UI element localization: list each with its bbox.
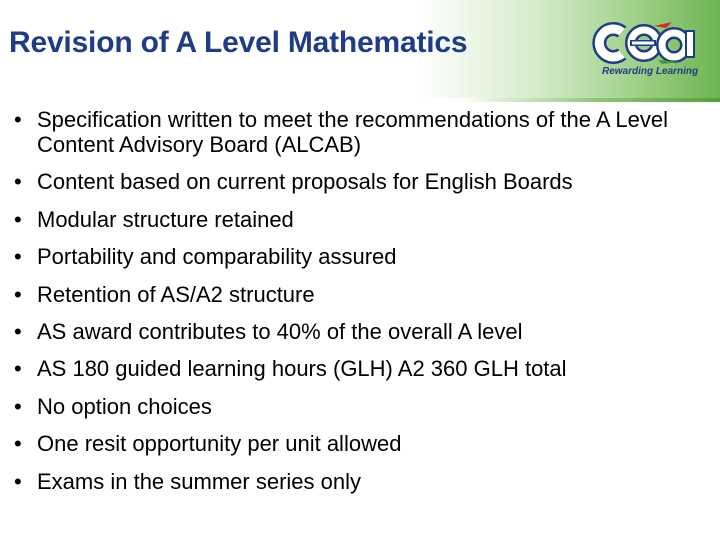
- cea-logo: [592, 20, 702, 82]
- bullet-item: [14, 394, 710, 419]
- bullet-dot-icon: •: [14, 431, 22, 457]
- cea-logo-mark: [592, 20, 702, 66]
- bullet-item: [14, 431, 710, 456]
- bullet-text: Exams in the summer series only: [37, 468, 361, 494]
- bullet-item: [14, 319, 710, 344]
- bullet-text: Portability and comparability assured: [37, 244, 397, 270]
- bullet-dot-icon: •: [14, 356, 22, 382]
- bullet-text: AS award contributes to 40% of the overall A level: [37, 318, 523, 344]
- bullet-dot-icon: •: [14, 244, 22, 270]
- bullet-dot-icon: •: [14, 318, 22, 344]
- bullet-text: No option choices: [37, 393, 212, 419]
- bullet-text: Modular structure retained: [37, 206, 294, 232]
- bullet-dot-icon: •: [14, 169, 22, 195]
- bullet-text: AS 180 guided learning hours (GLH) A2 360 GLH total: [37, 356, 567, 382]
- bullet-text: One resit opportunity per unit allowed: [37, 431, 402, 457]
- bullet-text: Content based on current proposals for English Boards: [37, 169, 573, 195]
- bullet-dot-icon: •: [14, 206, 22, 232]
- bullet-item: [14, 282, 710, 307]
- slide-title: Revision of A Level Mathematics: [9, 26, 468, 59]
- bullet-item: [14, 169, 710, 194]
- bullet-dot-icon: •: [14, 107, 22, 132]
- bullet-dot-icon: •: [14, 281, 22, 307]
- bullet-text: Retention of AS/A2 structure: [37, 281, 315, 307]
- bullet-item: [14, 469, 710, 494]
- header-divider: [0, 98, 720, 102]
- bullet-item: [14, 356, 710, 381]
- bullet-item: [14, 244, 710, 269]
- bullet-item: [14, 107, 710, 157]
- logo-tagline: Rewarding Learning: [602, 66, 699, 77]
- bullet-dot-icon: •: [14, 468, 22, 494]
- bullet-item: [14, 207, 710, 232]
- bullet-text: Specification written to meet the recommendations of the A Level Content Advisory Board (ALCAB): [37, 107, 669, 157]
- bullet-dot-icon: •: [14, 393, 22, 419]
- bullet-list: [14, 107, 710, 506]
